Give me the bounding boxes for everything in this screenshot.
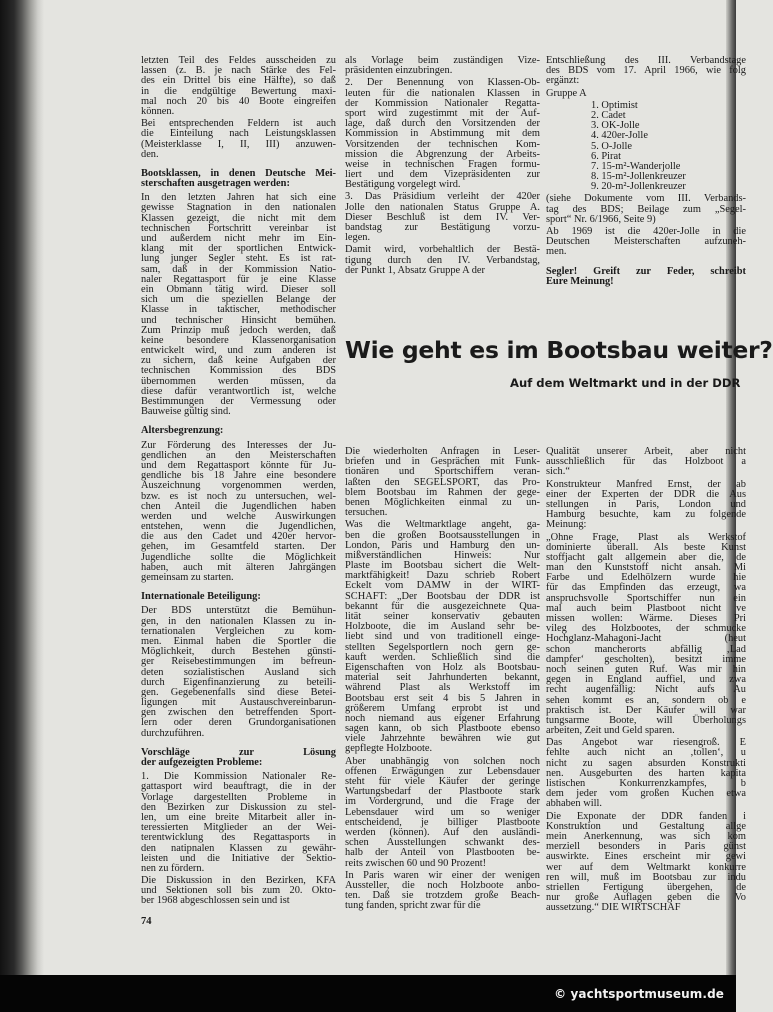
- text-line: mißverständlichen Hinweis: Nur: [345, 549, 540, 561]
- text-line: Bestimmungen der Vermessung oder: [141, 396, 336, 407]
- text-line: den Bezirken zur Diskussion zu stel-: [141, 801, 336, 813]
- text-line: Was die Weltmarktlage angeht, ga-: [345, 519, 540, 531]
- text-line: schon mancherorts abfällig ‚Lad: [546, 643, 746, 655]
- text-line: Internationale Beteiligung:: [141, 591, 261, 603]
- text-line: dampfer‘ gescholten), besitzt imme: [546, 653, 746, 665]
- text-line: tersuchen.: [345, 507, 388, 519]
- section-heading: [141, 592, 336, 602]
- text-line: material seit Jahrhunderten bekannt,: [345, 672, 540, 684]
- list-item: 2. Cadet: [591, 109, 626, 121]
- text-line: Meinung:: [546, 519, 587, 531]
- text-line: als Vorlage beim zuständigen Vize-: [345, 55, 540, 66]
- text-line: sagen kann, ob sich Plastboote ebenso: [345, 723, 540, 735]
- section-heading: [546, 267, 746, 287]
- text-line: entwickelt wird, und zum anderen ist: [141, 345, 336, 357]
- text-line: man den Kunststoff nicht ansah. Mi: [546, 562, 746, 574]
- text-line: übernommen werden müssen, da: [141, 375, 336, 387]
- paragraph: [141, 772, 336, 874]
- text-line: Vorlage dargestellten Probleme in: [141, 791, 336, 803]
- text-line: Damit wird, vorbehaltlich der Bestä-: [345, 244, 540, 256]
- text-line: reits zwischen 60 und 90 Prozent!: [345, 857, 487, 869]
- text-line: vileg des Holzbootes, der schmucke: [546, 623, 746, 635]
- text-line: Bauweise gültig sind.: [141, 406, 231, 418]
- text-line: entstehen, wenn die Jugendlichen,: [141, 521, 336, 533]
- text-line: technischen Kommission des BDS: [141, 365, 336, 377]
- text-line: liert und dem Vizepräsidenten zur: [345, 169, 540, 181]
- text-line: die Einteilung nach Leistungsklassen: [141, 128, 336, 140]
- text-line: anspruchsvolle Sportschiffer nun ein: [546, 592, 746, 604]
- text-line: In den letzten Jahren hat sich eine: [141, 192, 336, 204]
- text-line: praktisch ist. Der Käufer will war: [546, 704, 746, 716]
- text-line: präsidenten einzubringen.: [345, 65, 453, 77]
- text-line: stellungen in Paris, London und: [546, 498, 746, 510]
- text-line: stellten Segelsportlern noch gern ge-: [345, 641, 540, 653]
- paragraph: [546, 227, 746, 258]
- text-line: diese dafür verantwortlich ist, welche: [141, 385, 336, 397]
- text-line: Wartungsbedarf der Plastboote stark: [345, 786, 540, 798]
- text-line: und außerdem nicht mehr im Ein-: [141, 233, 336, 244]
- text-line: Ab 1969 ist die 420er-Jolle in die: [546, 226, 746, 237]
- text-line: zu sichern, daß keine Aufgaben der: [141, 355, 336, 367]
- text-line: ternationalen Vergleichen zu kom-: [141, 625, 336, 637]
- text-line: mal auch beim Plastboot nicht ve: [546, 602, 746, 614]
- text-line: Bootsklassen, in denen Deutsche Mei-: [141, 167, 336, 179]
- list-item: 5. O-Jolle: [591, 140, 632, 152]
- text-line: liebt sind und von traditionell einge-: [345, 631, 540, 643]
- text-line: wer auf dem Weltmarkt konkurre: [546, 861, 746, 873]
- text-line: Gruppe A: [546, 87, 587, 99]
- page-number: 74: [141, 916, 152, 927]
- text-line: nur große Auflagen geben die Vo: [546, 892, 746, 904]
- list-item: 8. 15-m²-Jollenkreuzer: [591, 171, 686, 183]
- text-line: Aber unabhängig von solchen noch: [345, 755, 540, 767]
- text-line: mission die Abgrenzung der Arbeits-: [345, 148, 540, 160]
- text-line: tungsarme Boote, will Überholungs: [546, 714, 746, 726]
- text-line: werden (können). Auf den ausländi-: [345, 826, 540, 838]
- paragraph: [141, 876, 336, 907]
- paragraph: [345, 192, 540, 243]
- text-line: fehlte auch nicht an ‚tollen‘, u: [546, 747, 746, 759]
- text-line: Farbe und Edelhölzern wurde hie: [546, 572, 746, 584]
- text-line: und dem Regattasport könnte für Ju-: [141, 459, 336, 471]
- text-line: Auszeichnung vorgenommen werden,: [141, 480, 336, 492]
- text-line: kauft werden. Schließlich sind die: [345, 651, 540, 663]
- text-line: aussetzung.“ DIE WIRTSCHAF: [546, 902, 681, 914]
- text-line: gendliche bis 18 Jahre eine besondere: [141, 470, 336, 482]
- list-item: 1. Optimist: [591, 99, 638, 111]
- text-line: 3. Das Präsidium verleiht der 420er: [345, 191, 540, 203]
- text-line: klang mit der sportlichen Entwick-: [141, 243, 336, 255]
- text-line: tionären und Sportschiffern veran-: [345, 466, 540, 478]
- text-line: lung junger Segler steht. Es ist rat-: [141, 253, 336, 265]
- text-line: im Vordergrund, und die Frage der: [345, 796, 540, 808]
- text-line: bandstag zur Bestätigung vorzu-: [345, 222, 540, 233]
- column-1: [141, 56, 336, 907]
- text-line: sport wird zugestimmt mit der Auf-: [345, 107, 540, 119]
- text-line: ligungen mit Austauschvereinbarun-: [141, 697, 336, 709]
- paragraph: [141, 56, 336, 117]
- paragraph: [546, 56, 746, 87]
- text-line: bzw. es ist noch zu untersuchen, wel-: [141, 490, 336, 502]
- paragraph: [345, 757, 540, 869]
- text-line: arbeiten, Zeit und Geld sparen.: [546, 725, 675, 737]
- text-line: benen Möglichkeiten einmal zu un-: [345, 496, 540, 508]
- text-line: gewisse Stagnation in den nationalen: [141, 202, 336, 214]
- text-line: lern oder deren Grundorganisationen: [141, 717, 336, 729]
- text-line: ten. Daß sie trotzdem große Beach-: [345, 890, 540, 902]
- section-heading: [141, 169, 336, 189]
- text-line: mal noch 20 bis 40 Boote eingreifen: [141, 95, 336, 107]
- text-line: auswirkte. Eines erscheint mir gewi: [546, 851, 746, 863]
- text-line: Plaste im Bootsbau sichert die Welt-: [345, 560, 540, 572]
- text-line: ergänzt:: [546, 75, 580, 87]
- column-3-top: [546, 56, 746, 291]
- text-line: tag des BDS; Beilage zum „Segel-: [546, 203, 746, 215]
- text-line: (siehe Dokumente vom III. Verbands-: [546, 193, 746, 205]
- list-item: 3. OK-Jolle: [591, 120, 640, 132]
- text-line: lassen (z. B. je nach Stärke des Fel-: [141, 65, 336, 77]
- text-line: Der BDS unterstützt die Bemühun-: [141, 605, 336, 617]
- text-line: entscheidend, je billiger Plastboote: [345, 816, 540, 828]
- text-line: dominierte überall. Als beste Kunst: [546, 541, 746, 553]
- text-line: Vorsitzenden der technischen Kom-: [345, 138, 540, 150]
- text-line: keine besondere Klassenorganisation: [141, 334, 336, 346]
- watermark-band: [0, 975, 736, 1012]
- text-line: Klasse in taktischer, methodischer: [141, 304, 336, 316]
- text-line: ger Reisebestimmungen im befreun-: [141, 656, 336, 668]
- text-line: gemeinsam zu starten.: [141, 572, 234, 583]
- text-line: Die Diskussion in den Bezirken, KFA: [141, 875, 336, 887]
- paragraph: [345, 78, 540, 190]
- text-line: schen Ausstellungen schwankt des-: [345, 837, 540, 849]
- paragraph: [345, 520, 540, 754]
- text-line: leisten und die Initiative der Sektio-: [141, 852, 336, 864]
- text-line: Vorschläge zur Lösung: [141, 746, 336, 758]
- article-column-1: [345, 447, 540, 911]
- text-line: blem Bootsbau im Rahmen der gege-: [345, 486, 540, 498]
- text-line: den natipnalen Klassen zu gewähr-: [141, 842, 336, 854]
- text-line: Eigenschaften von Holz als Bootsbau-: [345, 661, 540, 673]
- text-line: ben die großen Bootsausstellungen in: [345, 529, 540, 541]
- text-line: Jolle den nationalen Status Gruppe A.: [345, 201, 540, 213]
- text-line: „Ohne Frage, Plast als Werkstof: [546, 531, 746, 543]
- text-line: in die endgültige Bewertung maxi-: [141, 85, 336, 97]
- paragraph: [546, 447, 746, 478]
- paragraph: [546, 89, 746, 99]
- text-line: für das Empfinden das erzeugt, wa: [546, 582, 746, 594]
- text-line: Aussteller, die noch Holzboote anbo-: [345, 879, 540, 891]
- text-line: nicht zu sagen absurden Konstrukti: [546, 757, 746, 769]
- paragraph: [141, 119, 336, 160]
- text-line: gattasport wird beauftragt, die in der: [141, 781, 336, 793]
- copyright-notice: © yachtsportmuseum.de: [554, 987, 724, 1001]
- paragraph: [345, 245, 540, 276]
- paragraph: [141, 606, 336, 738]
- article-column-2: [546, 447, 746, 913]
- text-line: und technischer Hinsicht bemühen.: [141, 314, 336, 326]
- text-line: 2. Der Benennung von Klassen-Ob-: [345, 77, 540, 89]
- text-line: Konstruktion und Gestaltung allge: [546, 820, 746, 832]
- text-line: Entschließung des III. Verbandstage: [546, 55, 746, 66]
- paragraph: [546, 812, 746, 914]
- text-line: des BDS vom 17. April 1966, wie folg: [546, 65, 746, 77]
- paragraph: [345, 56, 540, 76]
- text-line: abhaben will.: [546, 798, 602, 810]
- text-line: sehen kommt es an, sondern ob e: [546, 694, 746, 706]
- text-line: Hamburg besuchte, kam zu folgende: [546, 509, 746, 521]
- text-line: durchzuführen.: [141, 727, 205, 739]
- text-line: lage, daß durch den Vorsitzenden der: [345, 118, 540, 130]
- text-line: durch Eigenfinanzierung zu beteili-: [141, 676, 336, 688]
- text-line: die aus den Cadet und 420er hervor-: [141, 531, 336, 543]
- text-line: striellen Fertigung übergehen, de: [546, 881, 746, 893]
- text-line: len, um eine breite Mitarbeit aller in-: [141, 811, 336, 823]
- text-line: gegen in England auffiel, und zwa: [546, 674, 746, 686]
- text-line: Kommission in Abstimmung mit dem: [345, 128, 540, 140]
- text-line: größerem Umfang erprobt ist und: [345, 702, 540, 714]
- text-line: leuten für die nationalen Klassen in: [345, 87, 540, 99]
- text-line: Lebensdauer wird um so weniger: [345, 806, 540, 818]
- column-2-top: [345, 56, 540, 276]
- text-line: gehen, im Gesamtfeld starten. Der: [141, 541, 336, 553]
- text-line: SCHAFT: „Der Bootsbau der DDR ist: [345, 590, 540, 602]
- text-line: ber 1968 abgeschlossen sein und ist: [141, 895, 290, 907]
- text-line: sport“ Nr. 6/1966, Seite 9): [546, 213, 656, 225]
- text-line: sam, daß in der Kommission Natio-: [141, 263, 336, 275]
- text-line: der aufgezeigten Probleme:: [141, 757, 263, 768]
- text-line: legen.: [345, 232, 371, 244]
- text-line: stoffjacht galt allgemein aber die, de: [546, 551, 746, 563]
- text-line: gen, in den nationalen Klassen zu in-: [141, 615, 336, 627]
- paragraph: [546, 194, 746, 225]
- text-line: weise in technischen Fragen formu-: [345, 158, 540, 170]
- text-line: Bootsbau erst seit 4 bis 5 Jahren in: [345, 692, 540, 704]
- text-line: teressierten Mitglieder an der Wei-: [141, 822, 336, 834]
- text-line: Segler! Greift zur Feder, schreibt: [546, 265, 746, 277]
- text-line: 1. Die Kommission Nationaler Re-: [141, 771, 336, 783]
- list-item: 7. 15-m²-Wanderjolle: [591, 160, 681, 172]
- text-line: gen. Gegebenenfalls sind diese Betei-: [141, 686, 336, 698]
- text-line: ausschließlich für das Holzboot a: [546, 456, 746, 468]
- text-line: men.: [546, 246, 567, 258]
- text-line: missen wollen: Wärme. Dieses Pri: [546, 613, 746, 624]
- text-line: In Paris waren wir einer der wenigen: [345, 869, 540, 881]
- text-line: sich um die speziellen Belange der: [141, 294, 336, 306]
- text-line: steht für viele Käufer der geringe: [345, 776, 540, 787]
- text-line: einer der Experten der DDR die Aus: [546, 488, 746, 500]
- text-line: Bei entsprechenden Feldern ist auch: [141, 118, 336, 130]
- paragraph: [546, 738, 746, 809]
- text-line: technischen Fortschritt vereinbar ist: [141, 222, 336, 234]
- article-subtitle: Auf dem Weltmarkt und in der DDR: [510, 376, 741, 390]
- paragraph: [546, 533, 746, 737]
- text-line: Bestätigung vorgelegt wird.: [345, 179, 461, 191]
- text-line: gen zwischen den betreffenden Sport-: [141, 707, 336, 719]
- text-line: briefen und in Gesprächen mit Funk-: [345, 456, 540, 468]
- text-line: Hochglanz-Mahagoni-Jacht (heut: [546, 633, 746, 645]
- text-line: laßten den SEGELSPORT, das Pro-: [345, 476, 540, 488]
- text-line: ein Obmann tätig wird. Dieser soll: [141, 283, 336, 295]
- text-line: noch seinen guten Ruf. Was mir hin: [546, 663, 746, 675]
- text-line: deten sozialistischen Ausland sich: [141, 666, 336, 678]
- text-line: Dieser Beschluß ist dem IV. Ver-: [345, 211, 540, 223]
- text-line: viele Jahrzehnte bewähren wie gut: [345, 733, 540, 745]
- text-line: Eure Meinung!: [546, 275, 614, 287]
- text-line: noch niemand aus eigener Erfahrung: [345, 712, 540, 724]
- text-line: gepflegte Holzboote.: [345, 743, 433, 755]
- text-line: Zur Förderung des Interesses der Ju-: [141, 439, 336, 451]
- text-line: halb der Anteil von Plastbooten be-: [345, 847, 540, 859]
- text-line: Eckelt vom DAMW in der WIRT-: [345, 580, 540, 592]
- paragraph: [345, 447, 540, 518]
- text-line: dem jeder vom großen Kuchen etwa: [546, 788, 746, 800]
- section-heading: [141, 748, 336, 768]
- text-line: Qualität unserer Arbeit, aber nicht: [546, 446, 746, 457]
- text-line: letzten Teil des Feldes ausscheiden zu: [141, 55, 336, 66]
- text-line: listischen Konkurrenzkampfes, b: [546, 778, 746, 789]
- list-item: 9. 20-m²-Jollenkreuzer: [591, 181, 686, 193]
- text-line: und Sektionen soll bis zum 20. Okto-: [141, 885, 336, 897]
- paragraph: [345, 871, 540, 912]
- text-line: gendlichen an den Meisterschaften: [141, 449, 336, 461]
- text-line: Holzboote, die im Ausland sehr be-: [345, 621, 540, 633]
- paragraph: [546, 480, 746, 531]
- text-line: offenen Erwägungen zur Lebensdauer: [345, 765, 540, 777]
- text-line: tigung durch den IV. Verbandstag,: [345, 254, 540, 266]
- text-line: (Meisterklasse I, II, III) anzuwen-: [141, 138, 336, 150]
- text-line: London, Paris und Hamburg den un-: [345, 539, 540, 551]
- text-line: der Punkt 1, Absatz Gruppe A der: [345, 264, 485, 276]
- text-line: merziell besonders in Paris günst: [546, 841, 746, 853]
- text-line: bekannt für die ausgezeichnete Qua-: [345, 600, 540, 612]
- article-title: Wie geht es im Bootsbau weiter?: [345, 336, 773, 364]
- text-line: haben, auch mit älteren Jahrgängen: [141, 561, 336, 573]
- text-line: ren will, muß im Bootsbau zur indu: [546, 871, 746, 883]
- text-line: tung fanden, spricht zwar für die: [345, 900, 481, 912]
- text-line: des ein Drittel bis eine Hälfte), so daß: [141, 75, 336, 87]
- paragraph: [141, 193, 336, 417]
- text-line: terentwicklung des Regattasports in: [141, 832, 336, 844]
- text-line: Die wiederholten Anfragen in Leser-: [345, 446, 540, 457]
- text-line: sterschaften ausgetragen werden:: [141, 178, 290, 190]
- text-line: naler Regattasport für je eine Klasse: [141, 273, 336, 285]
- text-line: Die Exponate der DDR fanden i: [546, 810, 746, 822]
- text-line: Zum Prinzip muß jedoch werden, daß: [141, 324, 336, 336]
- class-list: [546, 101, 746, 193]
- text-line: mein Anerkennung, was sich kom: [546, 830, 746, 842]
- text-line: sich.“: [546, 466, 570, 478]
- text-line: nen zu fördern.: [141, 862, 205, 874]
- text-line: Deutschen Meisterschaften aufzuneh-: [546, 236, 746, 248]
- text-line: Konstrukteur Manfred Ernst, der ab: [546, 478, 746, 490]
- text-line: Altersbegrenzung:: [141, 425, 224, 437]
- text-line: den.: [141, 148, 159, 160]
- text-line: Klassen gezeigt, die nicht mit dem: [141, 212, 336, 224]
- text-line: während Plast als Werkstoff im: [345, 682, 540, 694]
- text-line: nen. Ausgeburten des harten kapita: [546, 767, 746, 779]
- text-line: werden und welche Auswirkungen: [141, 510, 336, 522]
- text-line: men. Einmal haben die Sportler die: [141, 635, 336, 647]
- text-line: Das Angebot war riesengroß. E: [546, 737, 746, 749]
- paragraph: [141, 441, 336, 584]
- text-line: Möglichkeit, durch Bestehen günsti-: [141, 646, 336, 658]
- text-line: Jugendliche sollte die Möglichkeit: [141, 551, 336, 563]
- text-line: chen Anteil die Jugendlichen haben: [141, 500, 336, 512]
- text-line: recht augenfällig: Nicht aufs Au: [546, 684, 746, 696]
- section-heading: [141, 426, 336, 436]
- text-line: lität seiner konservativ gebauten: [345, 611, 540, 622]
- text-line: der Kommission Nationaler Regatta-: [345, 97, 540, 109]
- list-item: 6. Pirat: [591, 150, 622, 162]
- text-line: können.: [141, 105, 175, 117]
- list-item: 4. 420er-Jolle: [591, 130, 648, 142]
- text-line: marktfähigkeit! Dazu schrieb Robert: [345, 570, 540, 582]
